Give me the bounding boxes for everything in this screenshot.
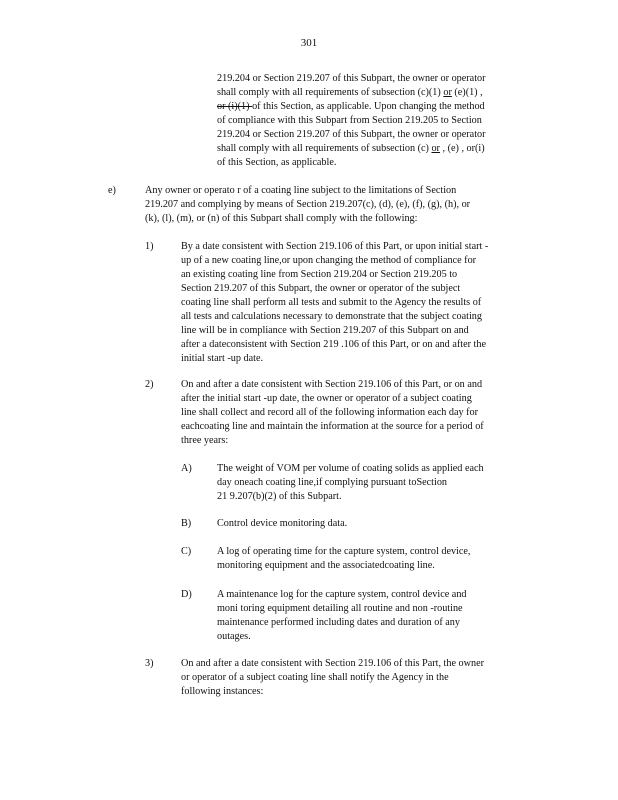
item-1-text xyxy=(181,240,488,366)
text-line: On and after a date consistent with Section 219.106 of this Part, or on and xyxy=(181,379,483,390)
text-line: A log of operating time for the capture system, control device, xyxy=(217,546,471,557)
text-line: after a dateconsistent with Section 219 .106 of this Part, or on and after the xyxy=(181,339,486,350)
item-label: 3) xyxy=(145,658,154,669)
item-a-text xyxy=(217,462,484,504)
text-line: maintenance performed including dates and duration of any xyxy=(217,617,460,628)
item-c-text xyxy=(217,545,470,573)
item-2-text xyxy=(181,378,484,448)
text-line: up of a new coating line,or upon changing the method of compliance for xyxy=(181,255,477,266)
subsection-e-text xyxy=(145,184,470,226)
item-label: 2) xyxy=(145,379,154,390)
text-line: day oneach coating line,if complying pursuant toSection xyxy=(217,477,448,488)
text-line: or operator of a subject coating line shall notify the Agency in the xyxy=(181,672,449,683)
text-line: 219.204 or Section 219.207 of this Subpart, the owner or operator xyxy=(217,129,486,140)
text-line: following instances: xyxy=(181,686,264,697)
text-line: three years: xyxy=(181,435,229,446)
text-line: outages. xyxy=(217,631,251,642)
text-line: Control device monitoring data. xyxy=(217,518,348,529)
text-line: eachcoating line and maintain the information at the source for a period of xyxy=(181,421,484,432)
text-line: Section 219.207 of this Subpart, the owner or operator of the subject xyxy=(181,283,461,294)
item-label: C) xyxy=(181,546,192,557)
item-3-text xyxy=(181,657,484,699)
text-line: moni toring equipment detailing all routine and non -routine xyxy=(217,603,463,614)
inserted-text: or xyxy=(431,143,440,154)
text-line: shall comply with all requirements of subsection (c) or , (e) , or(i) xyxy=(217,143,485,154)
text-line: 219.207 and complying by means of Section 219.207(c), (d), (e), (f), (g), (h), or xyxy=(145,199,471,210)
item-b-text xyxy=(217,517,347,531)
text-line: 219.204 or Section 219.207 of this Subpart, the owner or operator xyxy=(217,73,486,84)
text-line: A maintenance log for the capture system, control device and xyxy=(217,589,467,600)
continued-paragraph xyxy=(217,72,486,170)
item-label: D) xyxy=(181,589,192,600)
text-line: all tests and calculations necessary to demonstrate that the subject coating xyxy=(181,311,482,322)
text-line: The weight of VOM per volume of coating solids as applied each xyxy=(217,463,484,474)
text-line: after the initial start -up date, the owner or operator of a subject coating xyxy=(181,393,472,404)
item-label: 1) xyxy=(145,241,154,252)
text-line: 21 9.207(b)(2) of this Subpart. xyxy=(217,491,342,502)
deleted-text: or (i)(1) xyxy=(217,101,253,112)
text-line: On and after a date consistent with Section 219.106 of this Part, the owner xyxy=(181,658,485,669)
text-line: of this Section, as applicable. xyxy=(217,157,337,168)
text-line: coating line shall perform all tests and submit to the Agency the results of xyxy=(181,297,482,308)
subsection-label: e) xyxy=(108,185,116,196)
text-line: an existing coating line from Section 219.204 or Section 219.205 to xyxy=(181,269,458,280)
page-number: 301 xyxy=(300,37,318,49)
item-label: A) xyxy=(181,463,192,474)
inserted-text: or xyxy=(443,87,452,98)
text-line: or (i)(1) of this Section, as applicable. Upon changing the method xyxy=(217,101,485,112)
text-line: shall comply with all requirements of subsection (c)(1) or (e)(1) , xyxy=(217,87,483,98)
text-line: initial start -up date. xyxy=(181,353,264,364)
text-line: line shall collect and record all of the following information each day for xyxy=(181,407,479,418)
item-label: B) xyxy=(181,518,192,529)
text-line: Any owner or operato r of a coating line subject to the limitations of Section xyxy=(145,185,457,196)
text-line: monitoring equipment and the associatedcoating line. xyxy=(217,560,435,571)
text-line: of compliance with this Subpart from Section 219.205 to Section xyxy=(217,115,482,126)
text-line: By a date consistent with Section 219.106 of this Part, or upon initial start - xyxy=(181,241,489,252)
text-line: (k), (l), (m), or (n) of this Subpart shall comply with the following: xyxy=(145,213,418,224)
item-d-text xyxy=(217,588,467,644)
text-line: line will be in compliance with Section 219.207 of this Subpart on and xyxy=(181,325,469,336)
